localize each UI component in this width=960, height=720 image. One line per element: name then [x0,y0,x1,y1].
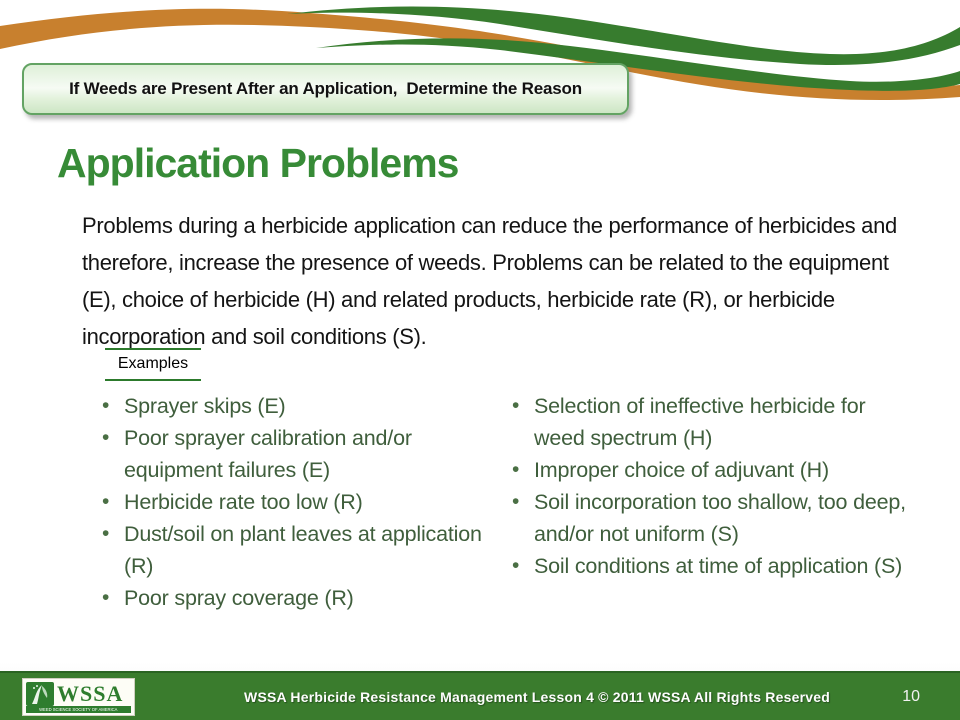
list-item: • Improper choice of adjuvant (H) [510,454,915,486]
wssa-plant-icon [26,682,54,706]
list-item: • Sprayer skips (E) [100,390,485,422]
footer-copyright-text: WSSA Herbicide Resistance Management Lesson 4 © 2011 WSSA All Rights Reserved [244,688,830,705]
list-item: • Soil conditions at time of application (S) [510,550,915,582]
footer-bar [0,671,960,720]
list-item: • Soil incorporation too shallow, too deep, and/or not uniform (S) [510,486,915,550]
examples-label: Examples [105,348,201,381]
list-item: • Poor sprayer calibration and/or equipment failures (E) [100,422,485,486]
list-item: • Selection of ineffective herbicide for weed spectrum (H) [510,390,915,454]
banner-text: If Weeds are Present After an Application, Determine the Reason [69,79,582,98]
page-title: Application Problems [57,140,459,186]
wssa-logo [22,678,135,716]
wssa-logo-tagline: WEED SCIENCE SOCIETY OF AMERICA [39,706,118,712]
wssa-logo-acronym: WSSA [57,680,124,706]
bullet-list-left [100,390,485,614]
bullet-list-right [510,390,915,582]
wssa-logo-top [26,681,131,706]
list-item: • Dust/soil on plant leaves at application (R) [100,518,485,582]
list-item: • Herbicide rate too low (R) [100,486,485,518]
wssa-logo-strip [26,706,131,713]
page-number: 10 [902,687,920,705]
body-paragraph: Problems during a herbicide application can reduce the performance of herbicides and therefore, increase the presence of weeds. Problems can be related to the equipment (E), choice of herbicide (H) and related products, herbicide rate (R), or herbicide incorporation and soil conditions (S). [82,213,897,349]
list-item: • Poor spray coverage (R) [100,582,485,614]
banner-box [22,63,629,115]
